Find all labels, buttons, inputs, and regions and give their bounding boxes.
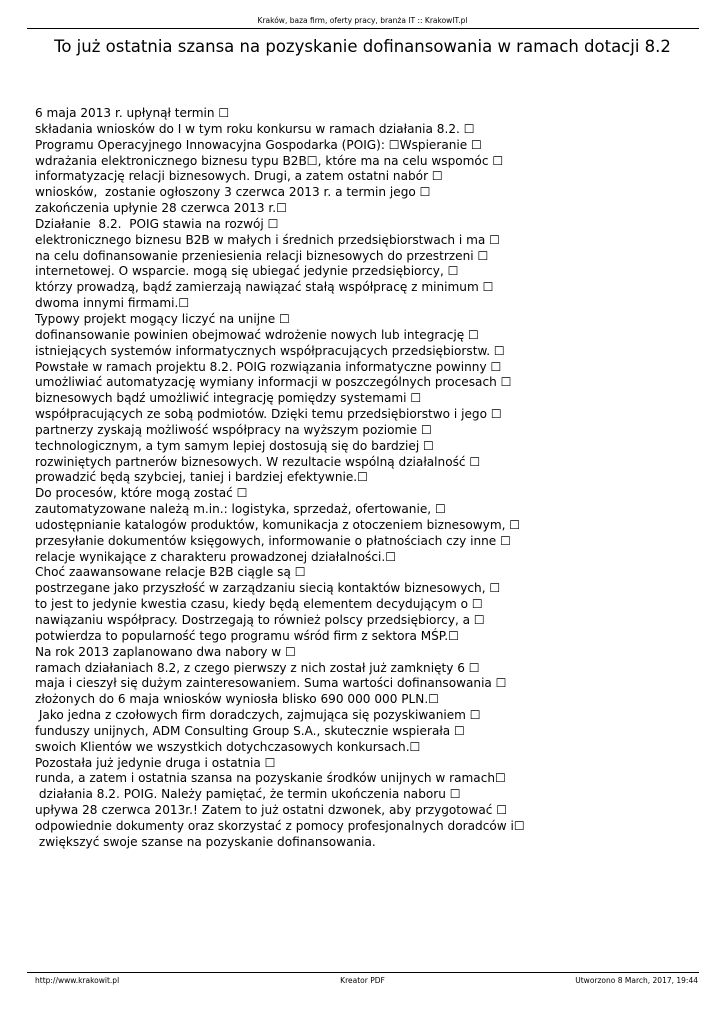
article-text-line: wniosków, zostanie ogłoszony 3 czerwca 2013 r. a termin jego ☐: [35, 185, 431, 200]
article-text-line: relacje wynikające z charakteru prowadzonej działalności.☐: [35, 549, 397, 564]
article-text-line: postrzegane jako przyszłość w zarządzaniu siecią kontaktów biznesowych, ☐: [35, 581, 501, 596]
article-text-line: Jako jedna z czołowych firm doradczych, zajmująca się pozyskiwaniem ☐: [35, 708, 481, 723]
article-text-line: potwierdza to popularność tego programu wśród firm z sektora MŚP.☐: [35, 628, 459, 643]
article-text-line: nawiązaniu współpracy. Dostrzegają to również polscy przedsiębiorcy, a ☐: [35, 613, 485, 627]
article-text-line: którzy prowadzą, bądź zamierzają nawiązać stałą współpracę z minimum ☐: [35, 280, 494, 295]
article-text-line: elektronicznego biznesu B2B w małych i średnich przedsiębiorstwach i ma ☐: [35, 232, 500, 247]
header-divider: [27, 28, 699, 29]
article-text-line: upływa 28 czerwca 2013r.! Zatem to już ostatni dzwonek, aby przygotować ☐: [35, 803, 508, 818]
article-text-line: współpracujących ze sobą podmiotów. Dzięki temu przedsiębiorstwo i jego ☐: [35, 407, 502, 422]
article-text-line: prowadzić będą szybciej, taniej i bardziej efektywnie.☐: [35, 470, 368, 485]
article-text-line: działania 8.2. POIG. Należy pamiętać, że termin ukończenia naboru ☐: [35, 787, 461, 802]
article-text-line: dofinansowanie powinien obejmować wdrożenie nowych lub integrację ☐: [35, 327, 479, 342]
article-text-line: zakończenia upłynie 28 czerwca 2013 r.☐: [35, 201, 287, 216]
footer-url: http://www.krakowit.pl: [35, 976, 120, 985]
article-text-line: to jest to jedynie kwestia czasu, kiedy będą elementem decydującym o ☐: [35, 597, 483, 612]
article-text-line: maja i cieszył się dużym zainteresowaniem. Suma wartości dofinansowania ☐: [35, 676, 507, 691]
article-text-line: zautomatyzowane należą m.in.: logistyka, sprzedaż, ofertowanie, ☐: [35, 502, 446, 517]
article-text-line: partnerzy zyskają możliwość współpracy na wyższym poziomie ☐: [35, 422, 432, 437]
footer-created-date: Utworzono 8 March, 2017, 19:44: [575, 976, 698, 985]
article-text-line: technologicznym, a tym samym lepiej dostosują się do bardziej ☐: [35, 438, 434, 453]
footer-divider: [27, 972, 699, 973]
article-text-line: Działanie 8.2. POIG stawia na rozwój ☐: [35, 216, 279, 231]
article-text-line: biznesowych bądź umożliwić integrację pomiędzy systemami ☐: [35, 391, 422, 406]
article-text-line: Typowy projekt mogący liczyć na unijne ☐: [35, 311, 290, 326]
article-text-line: umożliwiać automatyzację wymiany informacji w poszczególnych procesach ☐: [35, 375, 512, 390]
article-text-line: swoich Klientów we wszystkich dotychczasowych konkursach.☐: [35, 739, 421, 754]
article-text-line: rozwiniętych partnerów biznesowych. W rezultacie wspólną działalność ☐: [35, 454, 481, 469]
article-body: [35, 106, 705, 851]
article-text-line: dwoma innymi firmami.☐: [35, 296, 190, 311]
article-text-line: odpowiednie dokumenty oraz skorzystać z pomocy profesjonalnych doradców i☐: [35, 818, 525, 833]
footer-generator: Kreator PDF: [340, 976, 385, 985]
article-text-line: udostępnianie katalogów produktów, komunikacja z otoczeniem biznesowym, ☐: [35, 517, 521, 532]
article-text-line: Na rok 2013 zaplanowano dwa nabory w ☐: [35, 644, 296, 659]
article-text-line: Programu Operacyjnego Innowacyjna Gospodarka (POIG): ☐Wspieranie ☐: [35, 137, 482, 152]
article-text-line: runda, a zatem i ostatnia szansa na pozyskanie środków unijnych w ramach☐: [35, 771, 506, 786]
article-text-line: przesyłanie dokumentów księgowych, informowanie o płatnościach czy inne ☐: [35, 533, 511, 548]
article-text-line: 6 maja 2013 r. upłynął termin ☐: [35, 106, 230, 120]
page-header-site-title: Kraków, baza firm, oferty pracy, branża IT :: KrakowIT.pl: [257, 16, 468, 25]
article-text-line: Choć zaawansowane relacje B2B ciągle są ☐: [35, 565, 306, 580]
article-text-line: wdrażania elektronicznego biznesu typu B2B☐, które ma na celu wspomóc ☐: [35, 153, 504, 168]
article-text-line: Do procesów, które mogą zostać ☐: [35, 486, 248, 501]
article-text-line: na celu dofinansowanie przeniesienia relacji biznesowych do przestrzeni ☐: [35, 248, 489, 263]
article-text-line: składania wniosków do I w tym roku konkursu w ramach działania 8.2. ☐: [35, 121, 475, 136]
article-text-line: Pozostała już jedynie druga i ostatnia ☐: [35, 755, 276, 770]
article-text-line: zwiększyć swoje szanse na pozyskanie dofinansowania.: [35, 834, 376, 849]
article-text-line: funduszy unijnych, ADM Consulting Group S.A., skutecznie wspierała ☐: [35, 723, 465, 738]
article-title: To już ostatnia szansa na pozyskanie dofinansowania w ramach dotacji 8.2: [54, 37, 671, 56]
article-text-line: złożonych do 6 maja wniosków wyniosła blisko 690 000 000 PLN.☐: [35, 692, 440, 707]
article-text-line: istniejących systemów informatycznych współpracujących przedsiębiorstw. ☐: [35, 343, 505, 358]
article-text-line: ramach działaniach 8.2, z czego pierwszy z nich został już zamknięty 6 ☐: [35, 660, 480, 675]
article-text-line: Powstałe w ramach projektu 8.2. POIG rozwiązania informatyczne powinny ☐: [35, 359, 502, 374]
article-text-line: internetowej. O wsparcie. mogą się ubiegać jedynie przedsiębiorcy, ☐: [35, 264, 459, 279]
article-text-line: informatyzację relacji biznesowych. Drugi, a zatem ostatni nabór ☐: [35, 169, 443, 184]
